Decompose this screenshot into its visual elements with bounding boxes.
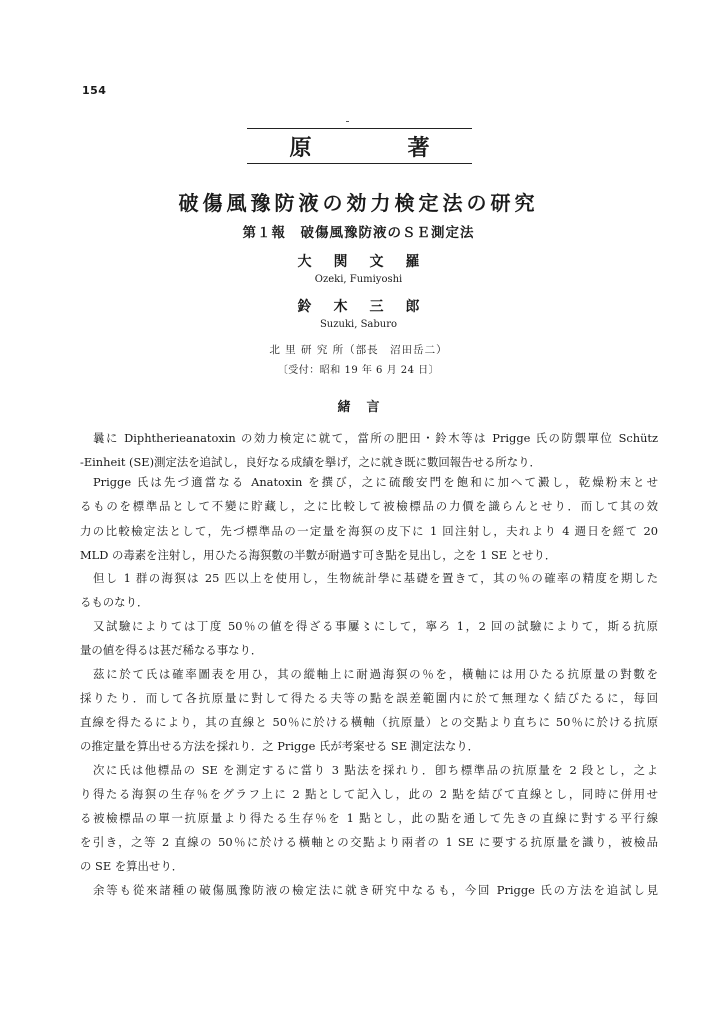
body-line: 又試驗によりては丁度 50％の値を得ざる事屢〻にして，寧ろ 1，2 回の試驗によりて，斯る抗原 — [93, 619, 658, 633]
body-line: Prigge 氏は先づ適當なる Anatoxin を撰び，之に硫酸安門を飽和に加へて澱し，乾燥粉末とせ — [93, 475, 658, 489]
body-line: の推定量を算出せる方法を採れり．之 Prigge 氏が考案せる SE 測定法なり． — [80, 739, 480, 753]
body-line: 但し 1 群の海猽は 25 匹以上を使用し，生物統計學に基礎を置きて，其の％の確率の精度を期した — [93, 571, 658, 585]
body-line: る被檢標品の單一抗原量より得たる生存％を 1 點とし，此の點を通して先きの直線に對する平行線 — [80, 811, 658, 825]
body-line: 余等も從來諸種の破傷風豫防液の檢定法に就き研究中なるも，今回 Prigge 氏の方法を追試し見 — [93, 883, 658, 897]
article-title: 破傷風豫防液の効力検定法の研究 — [178, 191, 539, 215]
body-line: るものなり． — [80, 595, 149, 609]
body-line: るものを標準品として不變に貯藏し，之に比較して被檢標品の力價を識らんとせり．而して其の效 — [80, 499, 658, 513]
section-heading-introduction: 緒言 — [337, 400, 396, 415]
author-2-name-en: Suzuki, Saburo — [319, 319, 398, 330]
body-line: 次に氏は他標品の SE を測定するに當り 3 點法を採れり．卽ち標準品の抗原量を 2 段とし，之よ — [93, 763, 658, 777]
body-line: -Einheit (SE)測定法を追試し，良好なる成績を擧げ，之に就き既に數回報告せる所なり． — [80, 455, 541, 469]
author-2-name-jp: 鈴木三郎 — [297, 299, 442, 315]
body-line: 量の値を得るは甚だ稀なる事なり． — [80, 643, 263, 657]
body-line: 直線を得たるにより，其の直線と 50％に於ける橫軸（抗原量）との交點より直ちに 50％に於ける抗原 — [80, 715, 658, 729]
body-line: 採りたり．而して各抗原量に對して得たる夫等の點を誤差範圍内に於て無理なく結びたるに，每回 — [80, 691, 658, 705]
affiliation: 北 里 研 究 所（部長 沼田岳二） — [269, 344, 448, 356]
body-line: り得たる海猽の生存％をグラフ上に 2 點として記入し，此の 2 點を結びて直線とし，同時に併用せ — [80, 787, 658, 801]
author-1-name-jp: 大関文羅 — [297, 254, 442, 270]
body-line: 茲に於て氏は確率圖表を用ひ，其の縱軸上に耐過海猽の％を，橫軸には用ひたる抗原量の對數を — [93, 667, 658, 681]
section-header — [247, 128, 526, 164]
received-date: 〔受付：昭和 19 年 6 月 24 日〕 — [277, 365, 440, 376]
author-1-name-en: Ozeki, Fumiyoshi — [314, 274, 403, 285]
page-number: 154 — [82, 84, 107, 97]
body-line: 力の比較檢定法として，先づ標準品の一定量を海猽の皮下に 1 回注射し，夫れより 4 週日を經て 20 — [80, 524, 658, 538]
body-line: MLD の毒素を注射し，用ひたる海猽數の半數が耐過す可き點を見出し，之を 1 SE とせり． — [80, 548, 557, 562]
body-line: の SE を算出せり． — [80, 859, 184, 873]
section-label: 原著 — [289, 134, 526, 161]
article-subtitle: 第１報 破傷風豫防液のＳＥ測定法 — [242, 225, 475, 241]
body-line: 曩に Diphtherieanatoxin の効力検定に就て，當所の肥田・鈴木等は Prigge 氏の防禦單位 Schütz — [93, 431, 658, 445]
body-line: を引き，之等 2 直線の 50％に於ける橫軸との交點より兩者の 1 SE に要する抗原量を識り，被檢品 — [80, 835, 658, 849]
ink-speck — [346, 121, 349, 122]
